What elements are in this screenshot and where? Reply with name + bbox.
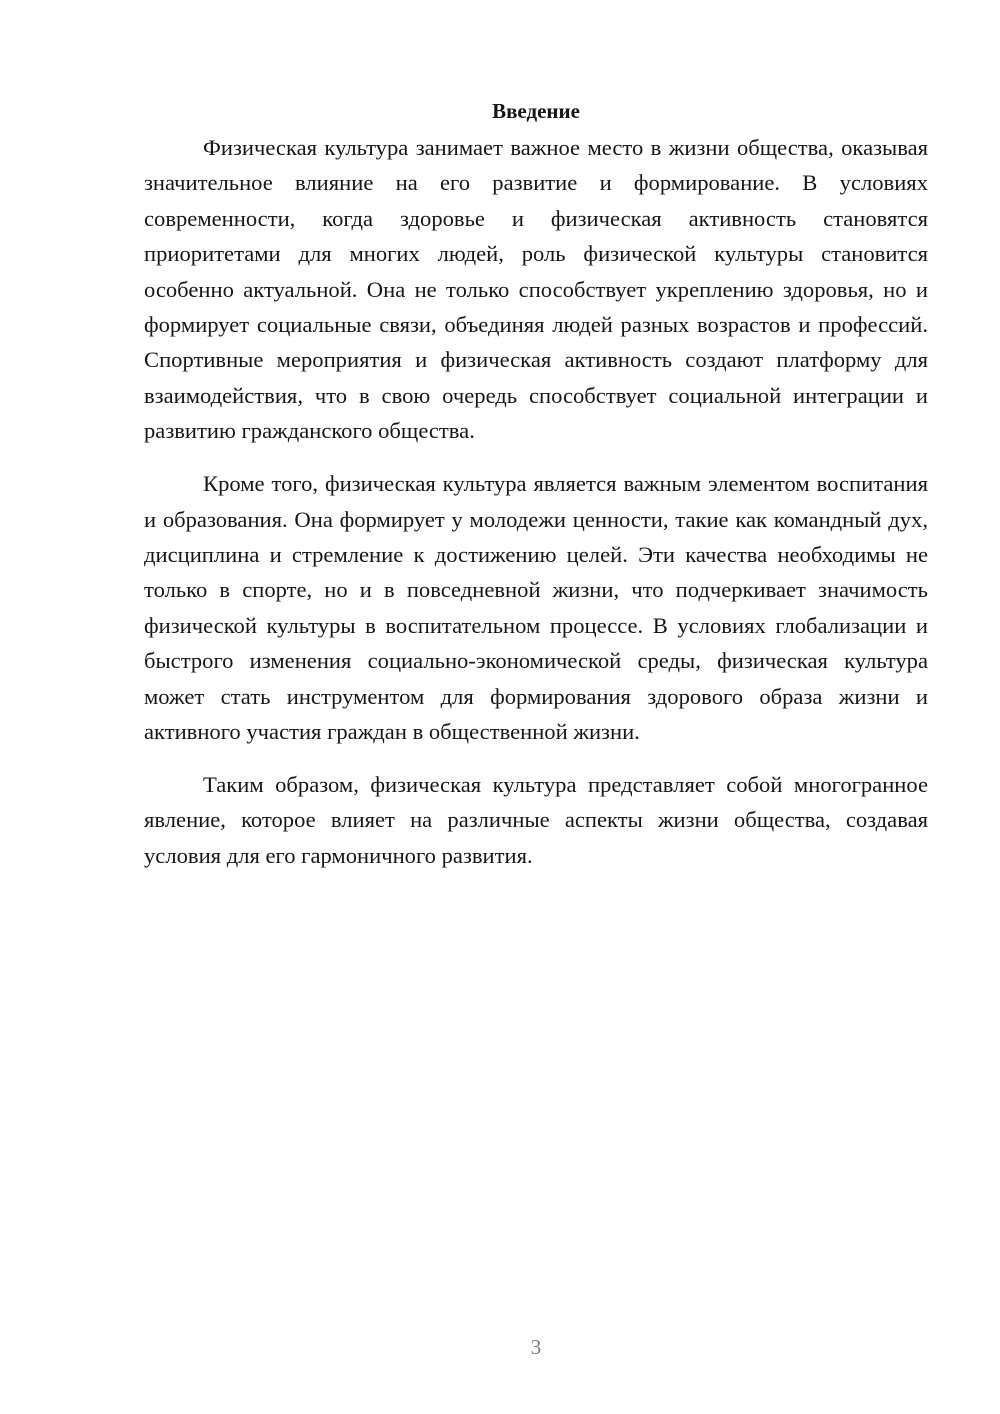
- page-content: [144, 92, 928, 873]
- paragraph-3: Таким образом, физическая культура представляет собой многогранное явление, которое влияет на различные аспекты жизни общества, создавая условия для его гармоничного развития.: [144, 771, 928, 868]
- paragraph-1: Физическая культура занимает важное место в жизни общества, оказывая значительное влияние на его развитие и формирование. В условиях современности, когда здоровье и физическая активность становятся приоритетами для многих людей, роль физической культуры становится особенно актуальной. Она не только способствует укреплению здоровья, но и формирует социальные связи, объединяя людей разных возрастов и профессий. Спортивные мероприятия и физическая активность создают платформу для взаимодействия, что в свою очередь способствует социальной интеграции и развитию гражданского общества.: [144, 135, 928, 444]
- page-number: 3: [530, 1335, 542, 1359]
- paragraph-2: Кроме того, физическая культура является важным элементом воспитания и образования. Она формирует у молодежи ценности, такие как командный дух, дисциплина и стремление к достижению целей. Эти качества необходимы не только в спорте, но и в повседневной жизни, что подчеркивает значимость физической культуры в воспитательном процессе. В условиях глобализации и быстрого изменения социально-экономической среды, физическая культура может стать инструментом для формирования здорового образа жизни и активного участия граждан в общественной жизни.: [144, 471, 928, 744]
- page-title: Введение: [492, 99, 580, 123]
